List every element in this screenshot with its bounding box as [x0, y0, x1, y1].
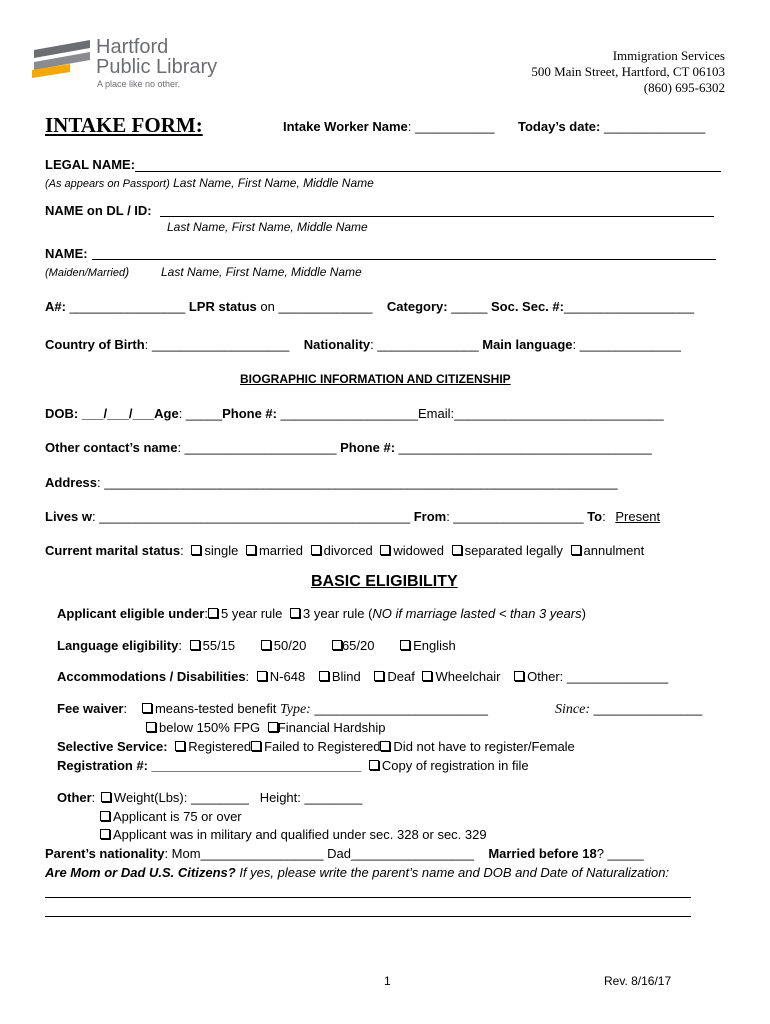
- other-label: Other: [57, 790, 92, 805]
- maiden-note: (Maiden/Married: [45, 267, 126, 279]
- checkbox-not-register[interactable]: [380, 741, 390, 751]
- legal-name-input[interactable]: [135, 171, 721, 172]
- page-title: INTAKE FORM:: [45, 113, 203, 137]
- us-citizens-instruction: If yes, please write the parent’s name and DOB and Date of Naturalization:: [239, 865, 670, 880]
- checkbox-married[interactable]: [246, 545, 256, 555]
- ssn-label: Soc. Sec. #:: [490, 299, 564, 314]
- checkbox-below-fpg[interactable]: [146, 722, 156, 732]
- other-contact-label: Other contact’s name: [45, 440, 178, 455]
- marital-row: Current marital status: single married divorced widowed separated legally annulment: [45, 543, 645, 558]
- checkbox-divorced[interactable]: [311, 545, 321, 555]
- logo-name-line2: Public Library: [96, 56, 218, 78]
- present-value: Present: [615, 509, 661, 524]
- checkbox-english[interactable]: [400, 640, 410, 650]
- dl-name-order-hint: Last Name, First Name, Middle Name: [167, 220, 368, 234]
- from-label: From: [413, 509, 447, 524]
- accommodations-label: Accommodations / Disabilities: [57, 669, 246, 684]
- age-75-row: Applicant is 75 or over: [100, 809, 242, 824]
- checkbox-widowed[interactable]: [380, 545, 390, 555]
- checkbox-65-20[interactable]: [332, 640, 342, 650]
- phone-label: Phone #:: [222, 406, 277, 421]
- lives-label: Lives w: [45, 509, 92, 524]
- legal-name-note: (As appears on Passport): [45, 178, 170, 190]
- country-birth-label: Country of Birth: [45, 337, 145, 352]
- checkbox-55-15[interactable]: [190, 640, 200, 650]
- basic-eligibility-heading: BASIC ELIGIBILITY: [311, 573, 458, 590]
- since-field: Since: _______________: [555, 701, 703, 717]
- a-number-row: A#: ________________ LPR status on _____________ Category: _____ Soc. Sec. #:__________________: [45, 299, 695, 314]
- legal-name-hint: [45, 176, 374, 190]
- revision-date: Rev. 8/16/17: [604, 974, 672, 988]
- us-citizens-row: [45, 865, 669, 880]
- checkbox-deaf[interactable]: [374, 671, 384, 681]
- to-label: To: [587, 509, 603, 524]
- us-citizens-question: Are Mom or Dad U.S. Citizens?: [45, 865, 236, 880]
- fee-waiver-row: Fee waiver: means-tested benefit Type: ________________________: [57, 701, 488, 717]
- maiden-hint: (Maiden/Married): [45, 265, 130, 279]
- lives-row: Lives w: ___________________________________________ From: __________________ To: Present: [45, 509, 666, 524]
- todays-date-label: Today’s date:: [518, 119, 601, 134]
- country-row: Country of Birth: ___________________ Nationality: ______________ Main language: ______________: [45, 337, 681, 352]
- accommodations-row: Accommodations / Disabilities: N-648 Blind Deaf Wheelchair Other: ______________: [57, 669, 669, 684]
- dob-label: DOB:: [45, 406, 79, 421]
- citizen-details-line-2[interactable]: [45, 916, 691, 917]
- maiden-name-label: NAME:: [45, 246, 88, 261]
- intake-worker-label: Intake Worker Name: [283, 119, 408, 134]
- legal-name-label: LEGAL NAME:: [45, 157, 136, 172]
- type-label: Type:: [280, 702, 311, 717]
- checkbox-financial-hardship[interactable]: [268, 722, 278, 732]
- checkbox-age-75[interactable]: [100, 811, 110, 821]
- parents-row: Parent’s nationality: Mom_________________ Dad_________________ Married before 18? _____: [45, 846, 644, 861]
- todays-date-field: Today’s date: ______________: [518, 119, 706, 134]
- address-row: Address: _______________________________________________________________________: [45, 475, 618, 490]
- checkbox-registered[interactable]: [175, 741, 185, 751]
- checkbox-blind[interactable]: [319, 671, 329, 681]
- since-label: Since:: [555, 702, 590, 717]
- selective-row: Selective Service: Registered Failed to Registered Did not have to register/Female: [57, 739, 575, 754]
- checkbox-wheelchair[interactable]: [422, 671, 432, 681]
- checkbox-copy-registration[interactable]: [369, 760, 379, 770]
- citizen-details-line-1[interactable]: [45, 897, 691, 898]
- other-contact-row: Other contact’s name: _____________________ Phone #: ___________________________________: [45, 440, 652, 455]
- lpr-status-label: LPR status: [188, 299, 257, 314]
- checkbox-means-tested[interactable]: [142, 703, 152, 713]
- checkbox-failed-registered[interactable]: [251, 741, 261, 751]
- language-row: Language eligibility: 55/15 50/20 65/20 English: [57, 638, 456, 653]
- parents-nationality-label: Parent’s nationality: [45, 846, 165, 861]
- fpg-row: below 150% FPG Financial Hardship: [146, 720, 385, 735]
- bio-heading: BIOGRAPHIC INFORMATION AND CITIZENSHIP: [240, 372, 511, 386]
- header-dept: Immigration Services: [612, 48, 725, 63]
- nationality-label: Nationality: [303, 337, 371, 352]
- eligible-row: Applicant eligible under: 5 year rule 3 year rule (NO if marriage lasted < than 3 years): [57, 606, 586, 621]
- registration-label: Registration #:: [57, 758, 149, 773]
- checkbox-3-year[interactable]: [290, 608, 300, 618]
- checkbox-separated[interactable]: [452, 545, 462, 555]
- page-number: 1: [384, 974, 391, 988]
- logo-mark-icon: [30, 40, 94, 84]
- intake-worker-field: Intake Worker Name: ___________: [283, 119, 495, 134]
- checkbox-annulment[interactable]: [571, 545, 581, 555]
- email-label: Email:: [417, 406, 455, 421]
- checkbox-single[interactable]: [191, 545, 201, 555]
- logo-tagline: A place like no other.: [97, 79, 181, 89]
- fee-waiver-label: Fee waiver: [57, 701, 124, 716]
- registration-row: Registration #: _____________________________ Copy of registration in file: [57, 758, 529, 773]
- other-phone-label: Phone #:: [340, 440, 396, 455]
- checkbox-other[interactable]: [514, 671, 524, 681]
- checkbox-n648[interactable]: [257, 671, 267, 681]
- checkbox-50-20[interactable]: [261, 640, 271, 650]
- a-number-label: A#:: [45, 299, 66, 314]
- age-label: Age: [154, 406, 179, 421]
- marital-label: Current marital status: [45, 543, 181, 558]
- main-language-label: Main language: [482, 337, 573, 352]
- checkbox-5-year[interactable]: [208, 608, 218, 618]
- logo-name-line1: Hartford: [96, 36, 169, 58]
- dl-name-input[interactable]: [160, 216, 714, 217]
- dl-name-label: NAME on DL / ID:: [45, 203, 152, 218]
- checkbox-military[interactable]: [100, 829, 110, 839]
- checkbox-weight[interactable]: [101, 792, 111, 802]
- married-before-label: Married before 18: [488, 846, 597, 861]
- dob-row: DOB: ___/___/___Age: _____Phone #: ___________________Email:_____________________________: [45, 406, 664, 421]
- eligible-label: Applicant eligible under: [57, 606, 205, 621]
- maiden-name-order-hint: Last Name, First Name, Middle Name: [161, 265, 362, 279]
- other-row: Other: Weight(Lbs): ________ Height: ________: [57, 790, 363, 805]
- category-label: Category:: [386, 299, 448, 314]
- military-row: Applicant was in military and qualified under sec. 328 or sec. 329: [100, 827, 487, 842]
- header-street: 500 Main Street, Hartford, CT 06103: [531, 64, 725, 79]
- maiden-name-input[interactable]: [92, 259, 716, 260]
- language-label: Language eligibility: [57, 638, 179, 653]
- name-order-hint: Last Name, First Name, Middle Name: [173, 176, 374, 190]
- header-phone: (860) 695-6302: [643, 80, 725, 95]
- address-label: Address: [45, 475, 98, 490]
- selective-label: Selective Service:: [57, 739, 168, 754]
